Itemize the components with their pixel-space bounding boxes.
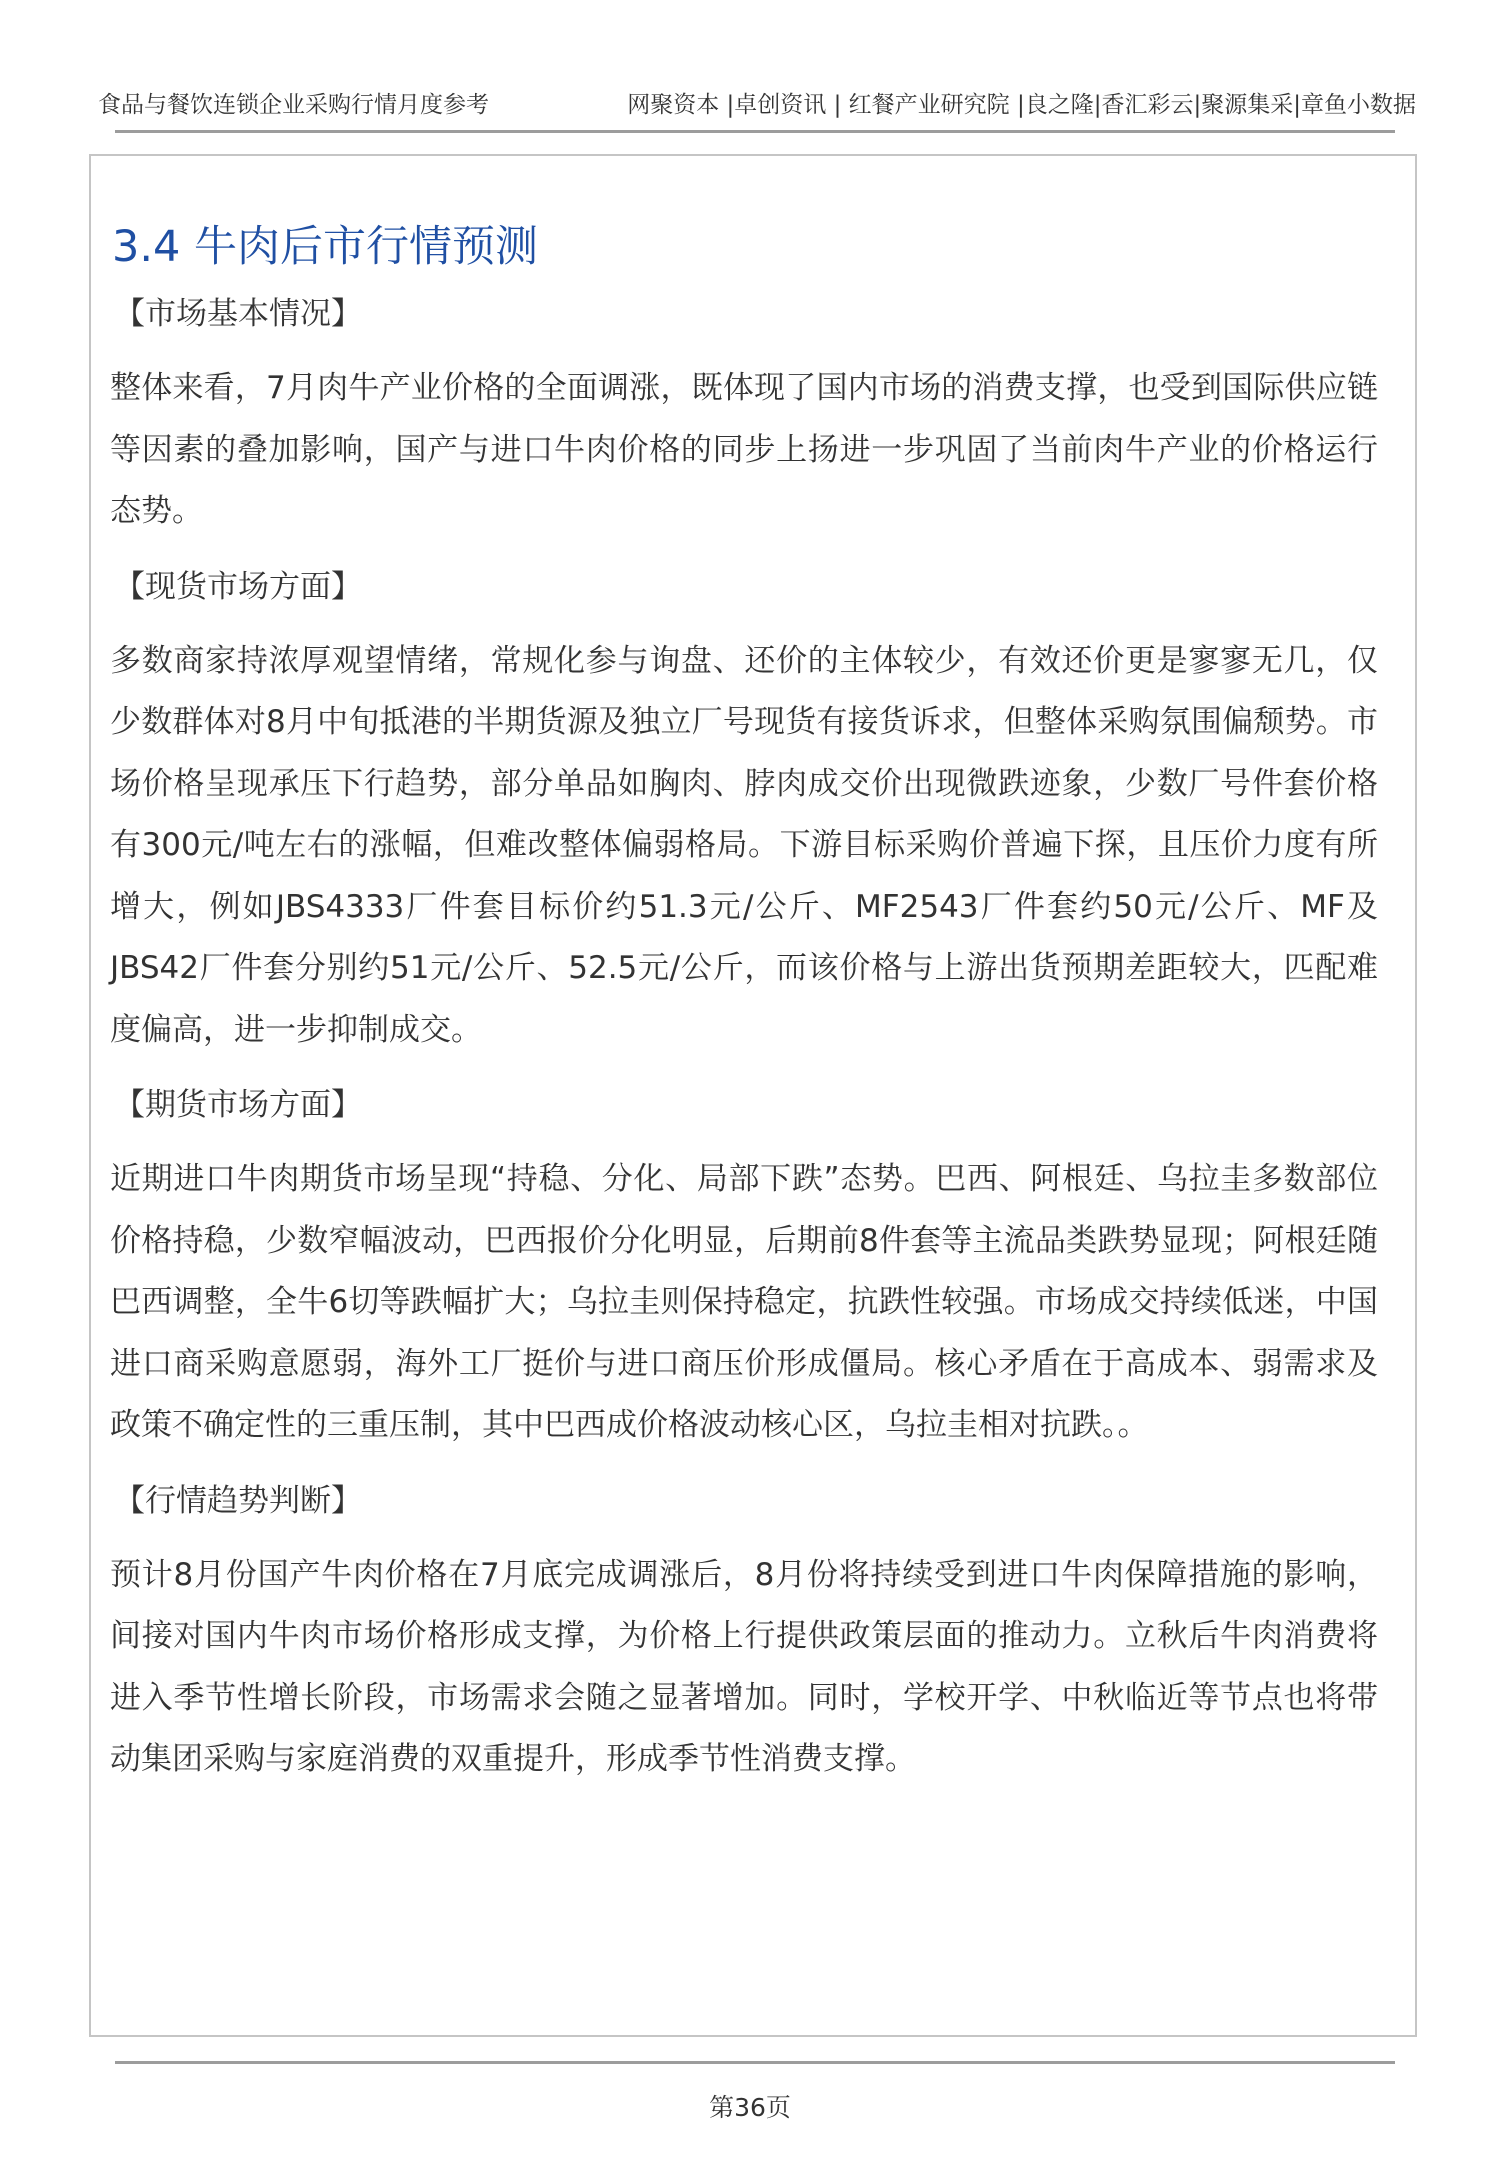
section-title: 3.4 牛肉后市行情预测 — [112, 221, 539, 272]
heading-trend-outlook: 【行情趋势判断】 — [114, 1482, 362, 1519]
heading-futures-market: 【期货市场方面】 — [114, 1087, 362, 1123]
paragraph-market-basics: 整体来看，7月肉牛产业价格的全面调涨，既体现了国内市场的消费支撑，也受到国际供应链等因素的叠加影响，国产与进口牛肉价格的同步上扬进一步巩固了当前肉牛产业的价格运行态势。 — [110, 370, 1378, 529]
paragraph-futures-market: 近期进口牛肉期货市场呈现“持稳、分化、局部下跌”态势。巴西、阿根廷、乌拉圭多数部位价格持稳，少数窄幅波动，巴西报价分化明显，后期前8件套等主流品类跌势显现；阿根廷随巴西调整，全牛6切等跌幅扩大；乌拉圭则保持稳定，抗跌性较强。市场成交持续低迷，中国进口商采购意愿弱，海外工厂挺价与进口商压价形成僵局。核心矛盾在于高成本、弱需求及政策不确定性的三重压制，其中巴西成价格波动核心区，乌拉圭相对抗跌。。 — [110, 1161, 1378, 1443]
heading-market-basics: 【市场基本情况】 — [114, 296, 362, 332]
article-body — [110, 288, 1378, 1809]
page-header — [98, 80, 1416, 120]
paragraph-spot-market: 多数商家持浓厚观望情绪，常规化参与询盘、还价的主体较少，有效还价更是寥寥无几，仅少数群体对8月中旬抵港的半期货源及独立厂号现货有接货诉求，但整体采购氛围偏颓势。市场价格呈现承压下行趋势，部分单品如胸肉、脖肉成交价出现微跌迹象，少数厂号件套价格有300元/吨左右的涨幅，但难改整体偏弱格局。下游目标采购价普遍下探，且压价力度有所增大，例如JBS4333厂件套目标价约51.3元/公斤、MF2543厂件套约50元/公斤、MF及JBS42厂件套分别约51元/公斤、52.5元/公斤，而该价格与上游出货预期差距较大，匹配难度偏高，进一步抑制成交。 — [110, 642, 1378, 1048]
page-number: 第36页 — [709, 2093, 791, 2122]
paragraph-trend-outlook: 预计8月份国产牛肉价格在7月底完成调涨后，8月份将持续受到进口牛肉保障措施的影响，间接对国内牛肉市场价格形成支撑，为价格上行提供政策层面的推动力。立秋后牛肉消费将进入季节性增长阶段，市场需求会随之显著增加。同时，学校开学、中秋临近等节点也将带动集团采购与家庭消费的双重提升，形成季节性消费支撑。 — [110, 1556, 1378, 1777]
footer-divider — [115, 2061, 1395, 2064]
heading-spot-market: 【现货市场方面】 — [114, 568, 362, 605]
header-divider — [115, 130, 1395, 133]
report-title: 食品与餐饮连锁企业采购行情月度参考 — [98, 92, 489, 118]
source-list: 网聚资本 |卓创资讯 | 红餐产业研究院 |良之隆|香汇彩云|聚源集采|章鱼小数据 — [627, 92, 1416, 118]
